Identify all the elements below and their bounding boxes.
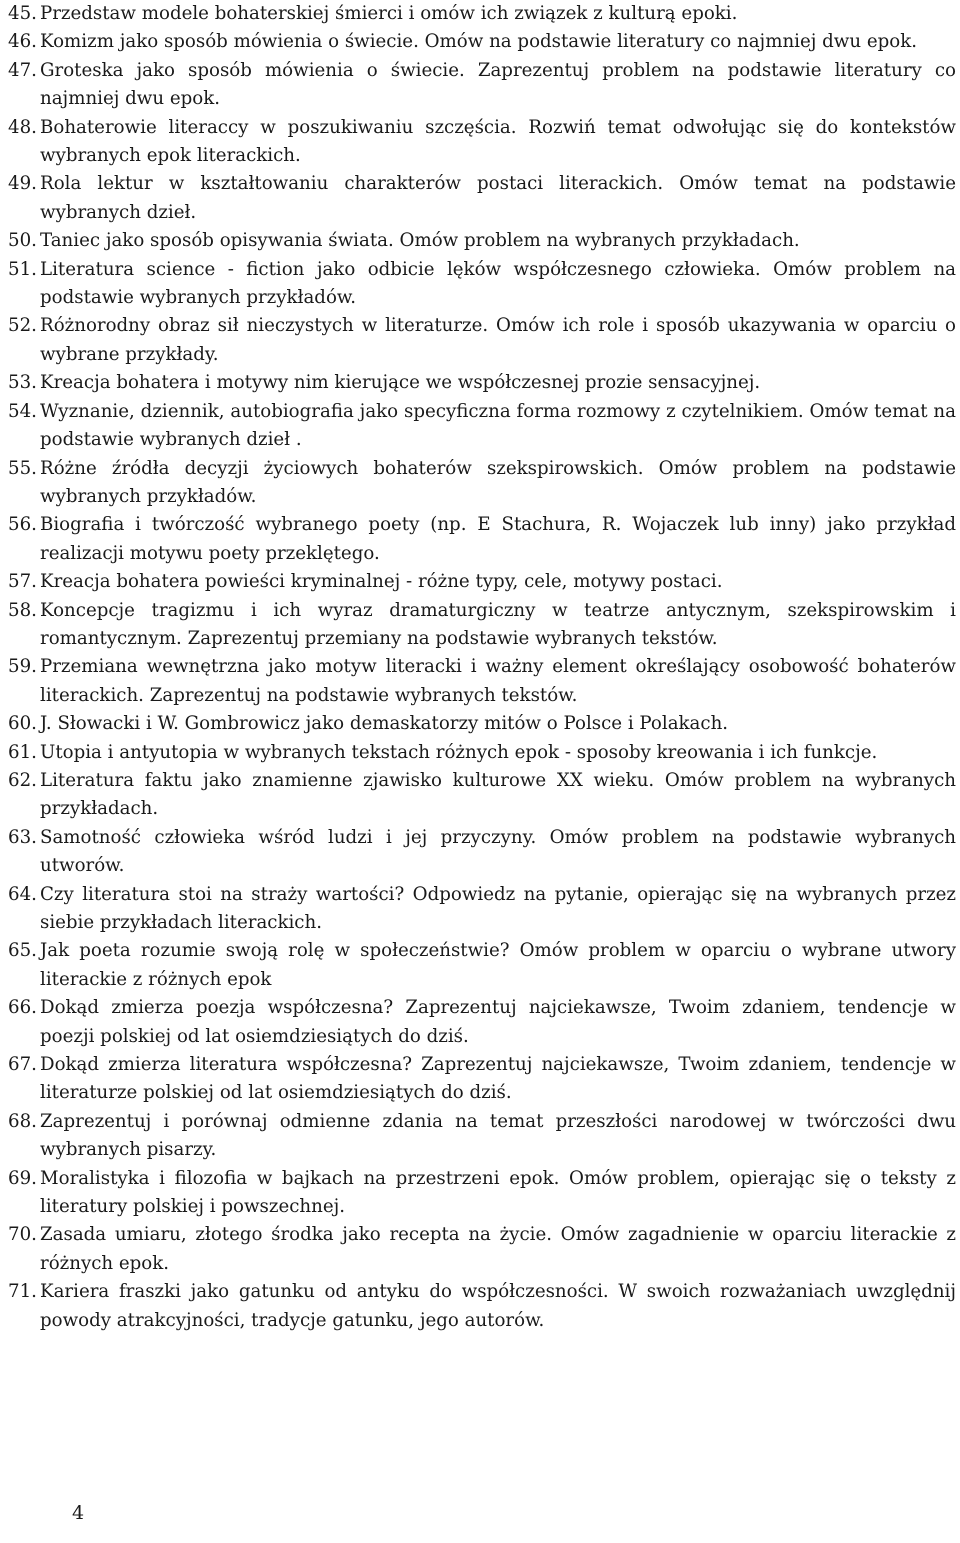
topic-text: Rola lektur w kształtowaniu charakterów postaci literackich. Omów temat na podstawie wybranych dzieł. — [40, 173, 956, 223]
topic-item — [8, 937, 956, 994]
topic-text: Przedstaw modele bohaterskiej śmierci i omów ich związek z kulturą epoki. — [40, 3, 738, 24]
topic-number: 45. — [8, 3, 37, 24]
topic-text: Utopia i antyutopia w wybranych tekstach różnych epok - sposoby kreowania i ich funkcje. — [40, 741, 878, 763]
topic-item — [8, 227, 956, 255]
topic-list — [8, 0, 956, 1335]
topic-item — [8, 739, 956, 767]
topic-number: 69. — [8, 1167, 37, 1189]
topic-item — [8, 994, 956, 1051]
topic-item — [8, 398, 956, 455]
topic-item — [8, 511, 956, 568]
topic-number: 57. — [8, 571, 37, 593]
topic-number: 71. — [8, 1281, 37, 1303]
topic-text: Komizm jako sposób mówienia o świecie. Omów na podstawie literatury co najmniej dwu epok. — [40, 31, 918, 53]
topic-text: Przemiana wewnętrzna jako motyw literacki i ważny element określający osobowość bohaterów literackich. Zaprezentuj na podstawie wybranych tekstów. — [40, 656, 956, 706]
topic-number: 62. — [8, 769, 37, 791]
topic-text: Literatura faktu jako znamienne zjawisko kulturowe XX wieku. Omów problem na wybranych przykładach. — [40, 769, 956, 820]
topic-text: Bohaterowie literaccy w poszukiwaniu szczęścia. Rozwiń temat odwołując się do kontekstów wybranych epok literackich. — [40, 116, 956, 167]
topic-text: Dokąd zmierza literatura współczesna? Zaprezentuj najciekawsze, Twoim zdaniem, tendencje w literaturze polskiej od lat osiemdziesiątych do dziś. — [40, 1054, 956, 1104]
topic-item — [8, 256, 956, 313]
topic-text: Kreacja bohatera i motywy nim kierujące we współczesnej prozie sensacyjnej. — [40, 372, 761, 394]
topic-text: Koncepcje tragizmu i ich wyraz dramaturgiczny w teatrze antycznym, szekspirowskim i romantycznym. Zaprezentuj przemiany na podstawie wybranych tekstów. — [40, 599, 956, 649]
topic-number: 56. — [8, 514, 37, 536]
page-number: 4 — [72, 1502, 85, 1524]
topic-number: 51. — [8, 258, 37, 280]
topic-number: 63. — [8, 826, 37, 848]
topic-item — [8, 568, 956, 596]
topic-item — [8, 369, 956, 397]
topic-item — [8, 114, 956, 171]
topic-item — [8, 824, 956, 881]
topic-text: Jak poeta rozumie swoją rolę w społeczeństwie? Omów problem w oparciu o wybrane utwory literackie z różnych epok — [40, 940, 956, 990]
topic-text: Czy literatura stoi na straży wartości? Odpowiedz na pytanie, opierając się na wybranych przez siebie przykładach literackich. — [40, 883, 956, 933]
topic-number: 61. — [8, 741, 37, 763]
topic-item — [8, 1221, 956, 1278]
topic-text: J. Słowacki i W. Gombrowicz jako demaskatorzy mitów o Polsce i Polakach. — [40, 713, 729, 735]
topic-item — [8, 1165, 956, 1222]
topic-number: 47. — [8, 59, 37, 81]
topic-number: 49. — [8, 173, 37, 195]
topic-text: Groteska jako sposób mówienia o świecie. Zaprezentuj problem na podstawie literatury co najmniej dwu epok. — [40, 59, 956, 110]
topic-number: 66. — [8, 997, 37, 1019]
topic-item — [8, 1051, 956, 1108]
topic-item — [8, 170, 956, 227]
topic-number: 65. — [8, 940, 37, 962]
topic-text: Różne źródła decyzji życiowych bohaterów szekspirowskich. Omów problem na podstawie wybranych przykładów. — [40, 457, 956, 507]
topic-number: 46. — [8, 31, 37, 53]
topic-item — [8, 1278, 956, 1335]
topic-number: 55. — [8, 457, 37, 479]
topic-item — [8, 710, 956, 738]
topic-number: 60. — [8, 713, 37, 735]
topic-number: 67. — [8, 1054, 37, 1076]
topic-text: Kariera fraszki jako gatunku od antyku do współczesności. W swoich rozważaniach uwzględnij powody atrakcyjności, tradycje gatunku, jego autorów. — [40, 1281, 956, 1331]
topic-text: Literatura science - fiction jako odbicie lęków współczesnego człowieka. Omów problem na podstawie wybranych przykładów. — [40, 258, 956, 309]
topic-number: 68. — [8, 1110, 37, 1132]
topic-number: 54. — [8, 400, 37, 422]
topic-item — [8, 653, 956, 710]
topic-number: 50. — [8, 230, 37, 252]
topic-item — [8, 455, 956, 512]
topic-item — [8, 881, 956, 938]
topic-item — [8, 1108, 956, 1165]
topic-text: Moralistyka i filozofia w bajkach na przestrzeni epok. Omów problem, opierając się o teksty z literatury polskiej i powszechnej. — [40, 1167, 956, 1218]
topic-text: Taniec jako sposób opisywania świata. Omów problem na wybranych przykładach. — [40, 230, 800, 252]
topic-number: 70. — [8, 1224, 37, 1246]
topic-text: Biografia i twórczość wybranego poety (np. E Stachura, R. Wojaczek lub inny) jako przykład realizacji motywu poety przeklętego. — [40, 514, 956, 564]
topic-number: 64. — [8, 883, 37, 905]
topic-text: Kreacja bohatera powieści kryminalnej - różne typy, cele, motywy postaci. — [40, 571, 723, 593]
topic-text: Dokąd zmierza poezja współczesna? Zaprezentuj najciekawsze, Twoim zdaniem, tendencje w poezji polskiej od lat osiemdziesiątych do dziś. — [40, 997, 956, 1047]
topic-item — [8, 597, 956, 654]
topic-number: 59. — [8, 656, 37, 678]
topic-item — [8, 767, 956, 824]
topic-item — [8, 0, 956, 28]
topic-text: Wyznanie, dziennik, autobiografia jako specyficzna forma rozmowy z czytelnikiem. Omów temat na podstawie wybranych dzieł . — [40, 400, 956, 451]
topic-item — [8, 57, 956, 114]
topic-text: Różnorodny obraz sił nieczystych w literaturze. Omów ich role i sposób ukazywania w oparciu o wybrane przykłady. — [40, 315, 956, 365]
topic-text: Samotność człowieka wśród ludzi i jej przyczyny. Omów problem na podstawie wybranych utworów. — [40, 826, 956, 877]
topic-number: 48. — [8, 116, 37, 138]
topic-number: 52. — [8, 315, 37, 337]
topic-number: 53. — [8, 372, 37, 394]
topic-number: 58. — [8, 599, 37, 621]
topic-item — [8, 28, 956, 56]
topic-item — [8, 312, 956, 369]
topic-text: Zasada umiaru, złotego środka jako recepta na życie. Omów zagadnienie w oparciu literackie z różnych epok. — [40, 1224, 956, 1274]
topic-text: Zaprezentuj i porównaj odmienne zdania na temat przeszłości narodowej w twórczości dwu wybranych pisarzy. — [40, 1110, 956, 1161]
